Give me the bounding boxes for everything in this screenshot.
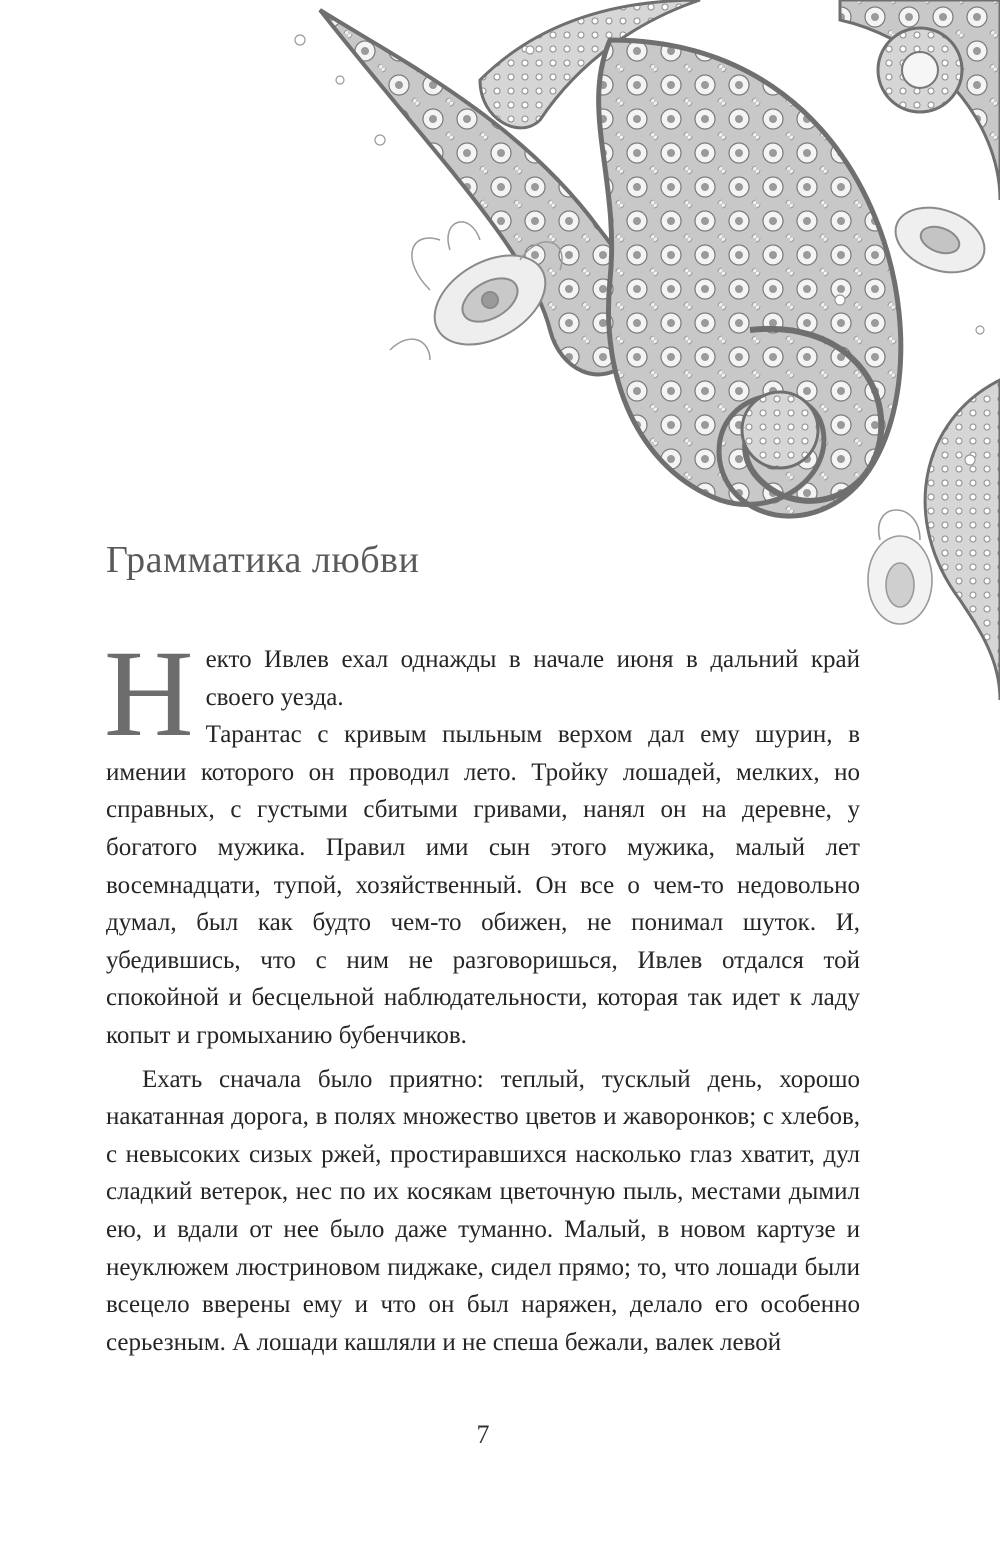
body-text (104, 625, 860, 1361)
paragraph: Тарантас с кривым пыльным верхом дал ему шурин, в имении которого он проводил лето. Тройку лошадей, мелких, но справных, с густыми сбитыми гривами, нанял он на деревне, у богатого мужика. Правил ими сын этого мужика, малый лет восемнадцати, тупой, хозяйственный. Он все о чем-то недовольно думал, был как будто чем-то обижен, не понимал шуток. И, убедившись, что с ним не разговоришься, Ивлев отдался той спокойной и бесцельной наблюдательности, которая так идет к ладу копыт и громыханию бубенчиков. (106, 721, 860, 1049)
chapter-title: Грамматика любви (106, 539, 420, 581)
paragraph: Ехать сначала было приятно: теплый, тусклый день, хорошо накатанная дорога, в полях множество цветов и жаворонков; с хлебов, с невысоких сизых ржей, простиравшихся насколько глаз хватит, дул сладкий ветерок, нес по их косякам цветочную пыль, местами дымил ею, и вдали от нее было даже туманно. Малый, в новом картузе и неуклюжем люстриновом пиджаке, сидел прямо; то, что лошади были всецело вверены ему и что он был наряжен, делало его особенно серьезным. А лошади кашляли и не спеша бежали, валек левой (106, 1065, 860, 1356)
paragraph-text: екто Ивлев ехал однажды в начале июня в дальний край своего уезда. (205, 646, 860, 711)
paragraph (104, 625, 860, 762)
paisley-ornament-icon (280, 0, 1000, 740)
drop-cap: Н (104, 625, 194, 762)
page-number: 7 (476, 1420, 490, 1449)
